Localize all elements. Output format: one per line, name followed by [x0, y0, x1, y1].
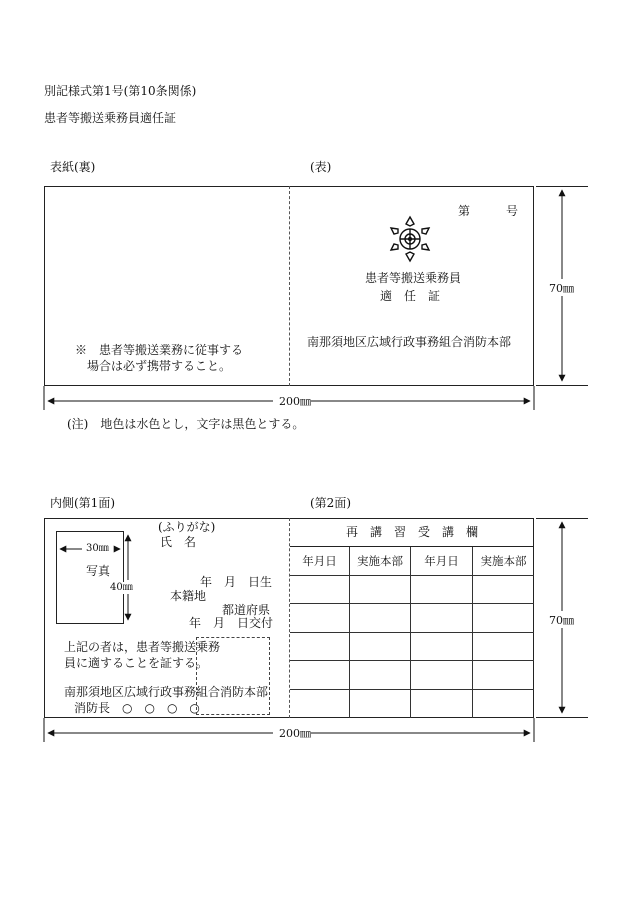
table-header-hq-2: 実施本部 — [473, 547, 534, 576]
inner-page1-label: 内側(第1面) — [50, 496, 115, 510]
table-cell — [350, 661, 411, 689]
color-note: (注) 地色は水色とし，文字は黒色とする。 — [67, 417, 305, 431]
table-header-date-1: 年月日 — [290, 547, 350, 576]
inner-issuer-name: 南那須地区広域行政事務組合消防本部 — [64, 685, 269, 699]
notice-line-1: ※ 患者等搬送業務に従事する — [75, 343, 244, 357]
table-cell — [473, 604, 534, 632]
card-title-line-1: 患者等搬送乗務員 — [365, 271, 462, 285]
table-cell — [411, 633, 473, 661]
retraining-table — [290, 547, 534, 718]
inner-dim-ext-top — [536, 518, 588, 519]
table-cell — [411, 690, 473, 718]
cover-width-dimension: 200㎜ — [275, 396, 315, 407]
table-cell — [350, 576, 411, 604]
table-cell — [290, 690, 350, 718]
table-cell — [473, 690, 534, 718]
cover-height-dimension: 70㎜ — [549, 282, 574, 295]
card-title-line-2: 適 任 証 — [380, 289, 441, 303]
table-cell — [473, 633, 534, 661]
issuer-name: 南那須地区広域行政事務組合消防本部 — [307, 335, 512, 349]
table-header-hq-1: 実施本部 — [350, 547, 411, 576]
issue-date-label: 年 月 日交付 — [189, 616, 274, 630]
fire-department-emblem-icon — [385, 214, 435, 264]
table-cell — [473, 576, 534, 604]
cover-front-label: (表) — [310, 160, 332, 174]
table-cell — [290, 576, 350, 604]
furigana-label: (ふりがな) — [158, 520, 216, 534]
fold-line — [289, 186, 290, 386]
certification-line-2: 員に適することを証する。 — [64, 656, 209, 670]
table-cell — [411, 661, 473, 689]
document-title: 患者等搬送乗務員適任証 — [44, 111, 177, 125]
table-cell — [350, 690, 411, 718]
certificate-number: 第 号 — [458, 204, 519, 218]
photo-label: 写真 — [86, 564, 111, 578]
inner-dim-ext-bottom — [536, 717, 588, 718]
certification-line-1: 上記の者は，患者等搬送乗務 — [64, 640, 221, 654]
prefecture-label: 都道府県 — [222, 603, 271, 617]
table-cell — [290, 604, 350, 632]
retraining-title: 再 講 習 受 講 欄 — [345, 525, 478, 539]
name-label: 氏 名 — [160, 535, 197, 549]
inner-page2-label: (第2面) — [310, 496, 351, 510]
table-cell — [290, 661, 350, 689]
cover-back-label: 表紙(裏) — [50, 160, 96, 174]
table-header-date-2: 年月日 — [411, 547, 473, 576]
dim-ext-bottom — [536, 385, 588, 386]
inner-height-dimension: 70㎜ — [549, 614, 574, 627]
official-seal-area — [196, 637, 270, 715]
dim-ext-top — [536, 186, 588, 187]
table-cell — [411, 604, 473, 632]
table-cell — [411, 576, 473, 604]
form-number: 別記様式第1号(第10条関係) — [44, 84, 197, 98]
photo-height-dimension: 40㎜ — [110, 582, 133, 593]
table-cell — [350, 633, 411, 661]
photo-width-dimension: 30㎜ — [86, 543, 109, 554]
domicile-label: 本籍地 — [170, 589, 207, 603]
inner-width-dimension: 200㎜ — [275, 728, 315, 739]
table-cell — [290, 633, 350, 661]
birth-date-label: 年 月 日生 — [200, 575, 273, 589]
table-cell — [473, 661, 534, 689]
fire-chief-signature: 消防長 ○ ○ ○ ○ — [74, 701, 200, 715]
table-cell — [350, 604, 411, 632]
notice-line-2: 場合は必ず携帯すること。 — [87, 359, 232, 373]
